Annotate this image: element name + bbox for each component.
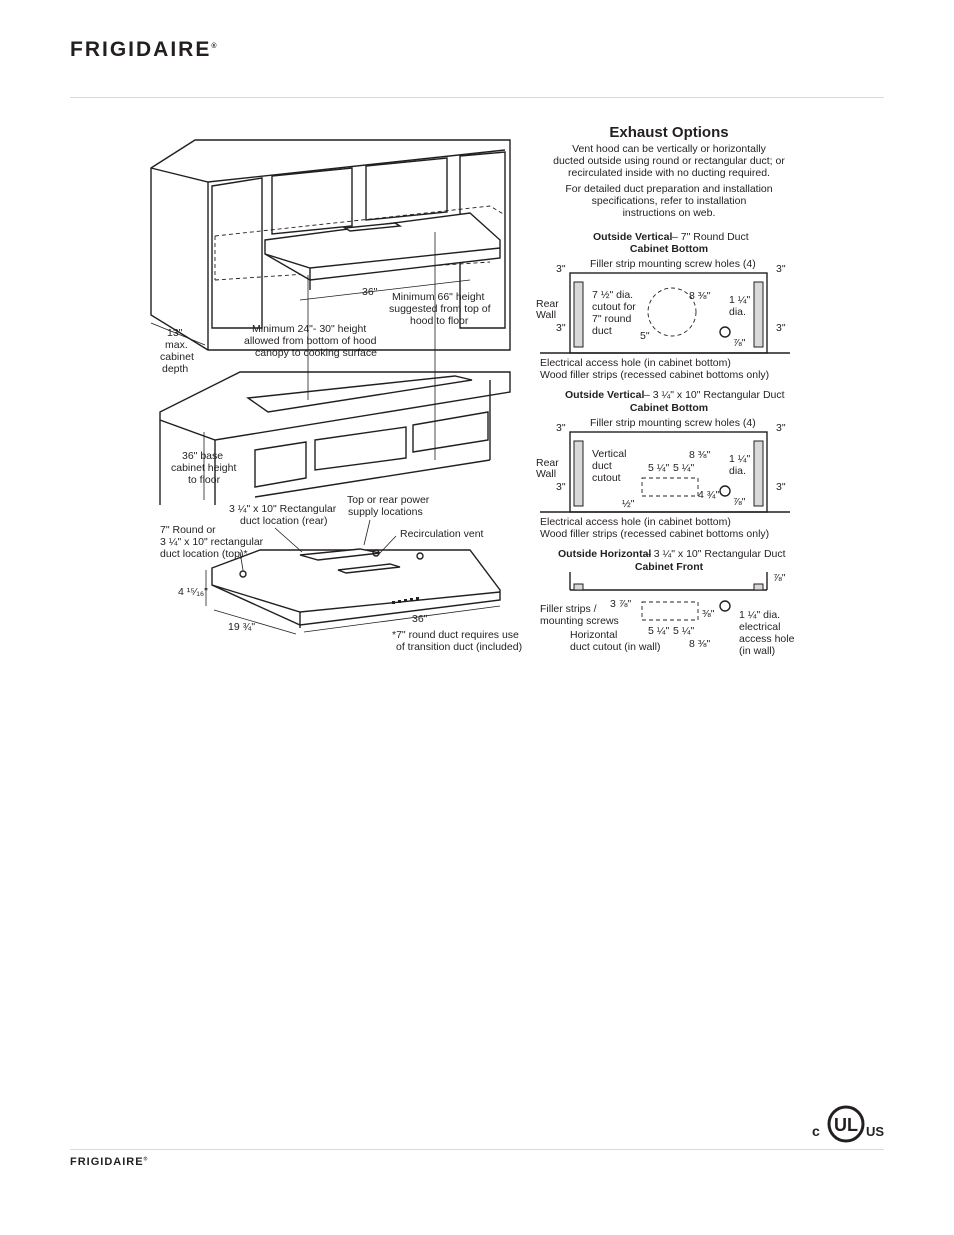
svg-text:duct location (rear): duct location (rear) <box>240 515 328 527</box>
svg-text:Wall: Wall <box>536 309 557 321</box>
svg-text:ducted outside using round or: ducted outside using round or rectangular duct; or <box>553 155 785 167</box>
svg-text:cabinet height: cabinet height <box>171 462 237 474</box>
svg-text:of transition duct (included): of transition duct (included) <box>396 641 523 653</box>
svg-text:3": 3" <box>556 322 566 334</box>
svg-text:Filler strip mounting screw ho: Filler strip mounting screw holes (4) <box>590 258 756 270</box>
svg-text:Outside Vertical: Outside Vertical <box>565 389 645 401</box>
svg-text:13": 13" <box>167 327 183 339</box>
svg-text:3": 3" <box>776 322 786 334</box>
svg-text:duct: duct <box>592 325 612 337</box>
footer-divider <box>70 1149 884 1150</box>
svg-text:to floor: to floor <box>188 474 221 486</box>
svg-text:⅞": ⅞" <box>733 337 746 349</box>
svg-text:3 ¼" x 10" Rectangular: 3 ¼" x 10" Rectangular <box>229 503 337 515</box>
option-horizontal-rect <box>540 548 795 657</box>
svg-text:allowed from bottom of hood: allowed from bottom of hood <box>244 335 377 347</box>
svg-text:5": 5" <box>640 330 650 342</box>
svg-text:Rear: Rear <box>536 298 559 310</box>
svg-text:5 ¼": 5 ¼" <box>648 625 670 637</box>
svg-text:recirculated inside with no du: recirculated inside with no ducting required. <box>568 167 770 179</box>
ul-certification-mark <box>810 1102 886 1146</box>
svg-text:c: c <box>812 1123 820 1139</box>
svg-text:max.: max. <box>165 339 188 351</box>
svg-text:3": 3" <box>556 481 566 493</box>
footer-brand-logo: FRIGIDAIRE® <box>70 1156 149 1168</box>
svg-text:Minimum 66" height: Minimum 66" height <box>392 291 485 303</box>
svg-text:Vertical: Vertical <box>592 448 627 460</box>
svg-text:7 ½" dia.: 7 ½" dia. <box>592 289 634 301</box>
svg-text:Wood filler strips (recessed c: Wood filler strips (recessed cabinet bottoms only) <box>540 369 770 381</box>
svg-text:36" base: 36" base <box>182 450 224 462</box>
svg-text:Exhaust Options: Exhaust Options <box>609 124 729 141</box>
svg-text:instructions on web.: instructions on web. <box>622 207 716 219</box>
svg-text:½": ½" <box>622 498 635 510</box>
svg-text:19 ¾": 19 ¾" <box>228 621 256 633</box>
option-vertical-rect <box>536 389 790 540</box>
svg-text:Recirculation vent: Recirculation vent <box>400 528 484 540</box>
svg-text:7" Round or: 7" Round or <box>160 524 216 536</box>
svg-text:1 ¼": 1 ¼" <box>729 453 751 465</box>
svg-text:⅞": ⅞" <box>733 496 746 508</box>
svg-text:Rear: Rear <box>536 457 559 469</box>
svg-text:⅜": ⅜" <box>702 608 715 620</box>
svg-text:Outside Horizontal: Outside Horizontal <box>558 548 652 560</box>
svg-text:3 ¼" x 10" rectangular: 3 ¼" x 10" rectangular <box>160 536 264 548</box>
svg-text:duct cutout (in wall): duct cutout (in wall) <box>570 641 661 653</box>
svg-text:1 ¼": 1 ¼" <box>729 294 751 306</box>
svg-text:3 ⅞": 3 ⅞" <box>610 598 632 610</box>
svg-text:5 ¼": 5 ¼" <box>673 462 695 474</box>
svg-text:duct location (top)*: duct location (top)* <box>160 548 248 560</box>
svg-text:hood to floor: hood to floor <box>410 315 469 327</box>
svg-text:3": 3" <box>556 422 566 434</box>
svg-text:Filler strip mounting screw ho: Filler strip mounting screw holes (4) <box>590 417 756 429</box>
svg-text:Cabinet Front: Cabinet Front <box>634 561 704 573</box>
svg-text:depth: depth <box>162 363 189 375</box>
svg-text:3": 3" <box>556 263 566 275</box>
svg-text:UL: UL <box>834 1115 858 1135</box>
svg-text:3": 3" <box>776 263 786 275</box>
svg-text:specifications, refer to insta: specifications, refer to installation <box>591 195 747 207</box>
svg-text:(in wall): (in wall) <box>739 645 776 657</box>
svg-text:4 ¹⁵⁄₁₆": 4 ¹⁵⁄₁₆" <box>178 586 208 598</box>
svg-text:Top or rear power: Top or rear power <box>347 494 430 506</box>
svg-text:– 3 ¼" x 10" Rectangular Duct: – 3 ¼" x 10" Rectangular Duct <box>645 548 786 560</box>
svg-text:electrical: electrical <box>739 621 781 633</box>
option-vertical-round <box>536 231 790 381</box>
svg-text:cutout: cutout <box>592 472 621 484</box>
svg-text:Minimum 24"- 30" height: Minimum 24"- 30" height <box>252 323 367 335</box>
svg-text:dia.: dia. <box>729 465 746 477</box>
svg-text:– 3 ¼" x 10" Rectangular Duct: – 3 ¼" x 10" Rectangular Duct <box>644 389 785 401</box>
svg-text:cutout for: cutout for <box>592 301 636 313</box>
svg-text:Electrical access hole (in cab: Electrical access hole (in cabinet bottom) <box>540 357 731 369</box>
svg-text:Vent hood can be vertically or: Vent hood can be vertically or horizontally <box>572 143 766 155</box>
svg-text:4 ¾": 4 ¾" <box>698 489 720 501</box>
svg-text:cabinet: cabinet <box>160 351 194 363</box>
svg-text:Cabinet Bottom: Cabinet Bottom <box>629 243 709 255</box>
svg-text:36": 36" <box>362 286 378 298</box>
svg-text:5 ¼": 5 ¼" <box>673 625 695 637</box>
svg-text:mounting screws: mounting screws <box>540 615 619 627</box>
svg-text:8 ⅜": 8 ⅜" <box>689 449 711 461</box>
svg-text:Wall: Wall <box>536 468 557 480</box>
svg-text:suggested from top of: suggested from top of <box>389 303 491 315</box>
svg-text:Wood filler strips (recessed c: Wood filler strips (recessed cabinet bottoms only) <box>540 528 770 540</box>
svg-text:Horizontal: Horizontal <box>570 629 618 641</box>
svg-text:36": 36" <box>412 613 428 625</box>
svg-text:⅞": ⅞" <box>773 572 786 584</box>
svg-text:duct: duct <box>592 460 612 472</box>
svg-text:Cabinet Bottom: Cabinet Bottom <box>629 402 709 414</box>
svg-text:3": 3" <box>776 481 786 493</box>
svg-text:7" round: 7" round <box>592 313 632 325</box>
svg-text:Outside Vertical: Outside Vertical <box>593 231 673 243</box>
svg-text:access hole: access hole <box>739 633 795 645</box>
svg-text:8 ⅜": 8 ⅜" <box>689 638 711 650</box>
exhaust-options <box>536 124 795 657</box>
svg-text:For detailed duct preparation: For detailed duct preparation and installation <box>565 183 773 195</box>
brand-logo: FRIGIDAIRE® <box>70 38 219 61</box>
svg-text:5 ¼": 5 ¼" <box>648 462 670 474</box>
svg-text:1 ¼" dia.: 1 ¼" dia. <box>739 609 781 621</box>
svg-text:canopy to cooking surface: canopy to cooking surface <box>255 347 377 359</box>
svg-text:8 ⅜": 8 ⅜" <box>689 290 711 302</box>
svg-text:*7" round duct requires use: *7" round duct requires use <box>392 629 519 641</box>
cabinet-drawing <box>151 140 510 505</box>
svg-text:– 7" Round Duct: – 7" Round Duct <box>672 231 749 243</box>
hood-drawing <box>160 494 522 653</box>
svg-text:Electrical access hole (in cab: Electrical access hole (in cabinet bottom) <box>540 516 731 528</box>
svg-text:Filler strips /: Filler strips / <box>540 603 597 615</box>
svg-text:dia.: dia. <box>729 306 746 318</box>
svg-text:supply locations: supply locations <box>348 506 423 518</box>
svg-text:US: US <box>866 1124 885 1139</box>
svg-text:3": 3" <box>776 422 786 434</box>
